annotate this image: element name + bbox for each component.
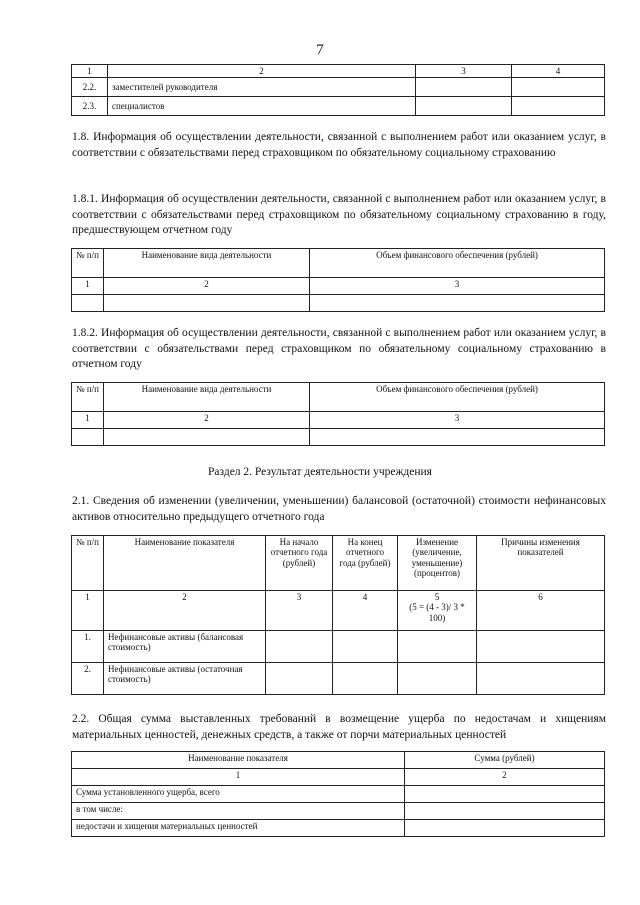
row-number: 2.2.: [72, 78, 108, 97]
col-index: 1: [72, 65, 108, 78]
col-end-header: На конец отчетного года (рублей): [333, 536, 398, 591]
table-row: [72, 631, 605, 663]
col-index: 5: [434, 592, 440, 602]
col-index: 3: [416, 65, 512, 78]
empty-cell: [398, 663, 477, 695]
section-2-title: Раздел 2. Результат деятельности учреждения: [208, 466, 432, 478]
row-label: Нефинансовые активы (балансовая стоимость): [104, 631, 266, 663]
empty-cell: [333, 631, 398, 663]
section-2-2-text: 2.2. Общая сумма выставленных требований в возмещение ущерба по недостачам и хищениям материальных ценностей, денежных средств, а также от порчи материальных ценностей: [72, 713, 606, 741]
col-name-header: Наименование показателя: [104, 536, 266, 591]
empty-cell: [266, 631, 333, 663]
table-row: [72, 803, 605, 820]
col-num-header: № п/п: [72, 249, 104, 278]
col-index: 2: [104, 278, 310, 295]
col-index: 1: [72, 412, 104, 429]
col-index: 4: [512, 65, 605, 78]
col-name-header: Наименование вида деятельности: [104, 383, 310, 412]
row-number: 2.: [72, 663, 104, 695]
row-label: недостачи и хищения материальных ценностей: [72, 820, 405, 837]
col-index-formula: [398, 591, 477, 631]
empty-cell: [416, 97, 512, 116]
row-number: 2.3.: [72, 97, 108, 116]
col-name-header: Наименование вида деятельности: [104, 249, 310, 278]
row-label: Сумма установленного ущерба, всего: [72, 786, 405, 803]
change-formula: (5 = (4 - 3)/ 3 * 100): [409, 602, 465, 623]
col-index: 2: [104, 591, 266, 631]
col-index: 1: [72, 278, 104, 295]
col-name-header: Наименование показателя: [72, 752, 405, 769]
nonfinancial-assets-table: [71, 535, 605, 695]
col-index: 3: [310, 412, 605, 429]
table-row: [72, 663, 605, 695]
staff-table: [71, 64, 605, 116]
empty-cell: [512, 97, 605, 116]
empty-cell: [405, 786, 605, 803]
table-row: [72, 820, 605, 837]
empty-cell: [512, 78, 605, 97]
empty-cell: [398, 631, 477, 663]
row-label: в том числе:: [72, 803, 405, 820]
col-index: 1: [72, 591, 104, 631]
damages-table: [71, 751, 605, 837]
empty-cell: [477, 663, 605, 695]
empty-cell: [477, 631, 605, 663]
table-row: [72, 97, 605, 116]
col-index: 3: [266, 591, 333, 631]
col-num-header: № п/п: [72, 536, 104, 591]
col-sum-header: Объем финансового обеспечения (рублей): [310, 383, 605, 412]
empty-cell: [72, 295, 104, 312]
row-label: Нефинансовые активы (остаточная стоимость): [104, 663, 266, 695]
col-index: 4: [333, 591, 398, 631]
col-index: 6: [477, 591, 605, 631]
activity-prev-year-table: [71, 248, 605, 312]
empty-cell: [333, 663, 398, 695]
col-start-header: На начало отчетного года (рублей): [266, 536, 333, 591]
section-1-8-text: 1.8. Информация об осуществлении деятельности, связанной с выполнением работ или оказанием услуг, в соответствии с обязательствами перед страховщиком по обязательному социальному страхованию: [72, 131, 606, 159]
row-number: 1.: [72, 631, 104, 663]
page-number: 7: [316, 42, 324, 58]
col-sum-header: Объем финансового обеспечения (рублей): [310, 249, 605, 278]
section-1-8-2-text: 1.8.2. Информация об осуществлении деятельности, связанной с выполнением работ или оказанием услуг, в соответствии с обязательствами перед страховщиком по обязательному социальному страхованию в отчетном году: [72, 327, 606, 371]
col-index: 2: [405, 769, 605, 786]
col-index: 2: [104, 412, 310, 429]
empty-cell: [266, 663, 333, 695]
empty-cell: [104, 429, 310, 446]
empty-cell: [405, 820, 605, 837]
table-row: [72, 786, 605, 803]
col-index: 1: [72, 769, 405, 786]
empty-cell: [72, 429, 104, 446]
col-index: 3: [310, 278, 605, 295]
col-reason-header: Причины изменения показателей: [477, 536, 605, 591]
section-1-8-1-text: 1.8.1. Информация об осуществлении деятельности, связанной с выполнением работ или оказанием услуг, в соответствии с обязательствами перед страховщиком по обязательному социальному страхованию в году, предшествующем отчетном году: [72, 193, 606, 237]
empty-cell: [104, 295, 310, 312]
activity-current-year-table: [71, 382, 605, 446]
table-row: [72, 78, 605, 97]
empty-cell: [416, 78, 512, 97]
empty-cell: [310, 429, 605, 446]
col-num-header: № п/п: [72, 383, 104, 412]
empty-cell: [405, 803, 605, 820]
table-header-row: [72, 65, 605, 78]
col-change-header: Изменение (увеличение, уменьшение) (процентов): [398, 536, 477, 591]
row-label: специалистов: [108, 97, 416, 116]
section-2-1-text: 2.1. Сведения об изменении (увеличении, уменьшении) балансовой (остаточной) стоимости нефинансовых активов относительно предыдущего отчетного года: [72, 495, 606, 523]
col-index: 2: [108, 65, 416, 78]
col-sum-header: Сумма (рублей): [405, 752, 605, 769]
empty-cell: [310, 295, 605, 312]
row-label: заместителей руководителя: [108, 78, 416, 97]
